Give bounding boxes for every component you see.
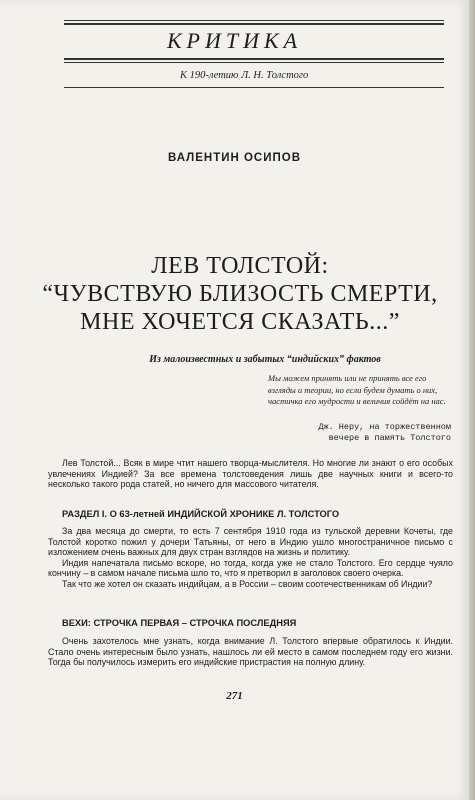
- page-number: 271: [226, 690, 243, 702]
- header-rule: [64, 20, 444, 21]
- intro-paragraph: [48, 458, 453, 490]
- section-title: КРИТИКА: [166, 28, 303, 53]
- paragraph: Лев Толстой... Всяк в мире чтит нашего творца-мыслителя. Но многие ли знают о его особых увлечениях Индией? За все времена толстоведения лишь две научных книги и всего-то несколько такого рода статей, но ничего для массового читателя.: [48, 458, 453, 490]
- title-line: “ЧУВСТВУЮ БЛИЗОСТЬ СМЕРТИ,: [42, 281, 438, 307]
- paragraph: Индия напечатала письмо вскоре, но тогда, когда уже не стало Толстого. Его сердце чуяло кончину – в самом начале письма шло то, что я претворил в заголовок своего очерка.: [48, 557, 453, 579]
- title-line: ЛЕВ ТОЛСТОЙ:: [151, 253, 329, 279]
- body-text: [48, 636, 453, 668]
- article-subtitle: Из малоизвестных и забытых “индийских” фактов: [149, 354, 381, 365]
- author-name: ВАЛЕНТИН ОСИПОВ: [167, 152, 302, 164]
- epigraph-source: [261, 422, 451, 444]
- title-line: МНЕ ХОЧЕТСЯ СКАЗАТЬ...”: [80, 309, 400, 335]
- anniversary-label: К 190-летию Л. Н. Толстого: [180, 70, 309, 81]
- header-rule: [64, 87, 444, 88]
- section-heading: РАЗДЕЛ I. О 63-летней ИНДИЙСКОЙ ХРОНИКЕ Л. ТОЛСТОГО: [62, 509, 340, 519]
- header-rule: [64, 62, 444, 63]
- article-title: [30, 252, 450, 336]
- epigraph: Мы можем принять или не принять все его взгляды и теории, но если будем думать о них, частичка его мудрости и величия сойдёт на нас.: [268, 373, 446, 406]
- paragraph: Очень захотелось мне узнать, когда внимание Л. Толстого впервые обратилось к Индии. Стало очень интересным было узнать, нашлось ли ей место в самом последнем году его жизни. Тогда бы получилось измерить его индийские пристрастия на полную длину.: [48, 636, 453, 668]
- page-edge: [469, 0, 475, 800]
- body-text: [48, 526, 453, 590]
- epigraph-source-line: вечере в память Толстого: [328, 433, 451, 443]
- header-rule: [64, 23, 444, 25]
- epigraph-source-line: Дж. Неру, на торжественном: [318, 422, 451, 432]
- header-rule: [64, 58, 444, 60]
- section-heading: ВЕХИ: СТРОЧКА ПЕРВАЯ – СТРОЧКА ПОСЛЕДНЯЯ: [62, 618, 297, 628]
- paragraph: За два месяца до смерти, то есть 7 сентября 1910 года из тульской деревни Кочеты, где Толстой коротко пожил у дочери Татьяны, от него в Индию ушло многостраничное письмо с изложением очень важных для двух стран взглядов на жизнь и политику.: [48, 526, 453, 558]
- paragraph: Так что же хотел он сказать индийцам, а в России – своим соотечественникам об Индии?: [62, 578, 433, 589]
